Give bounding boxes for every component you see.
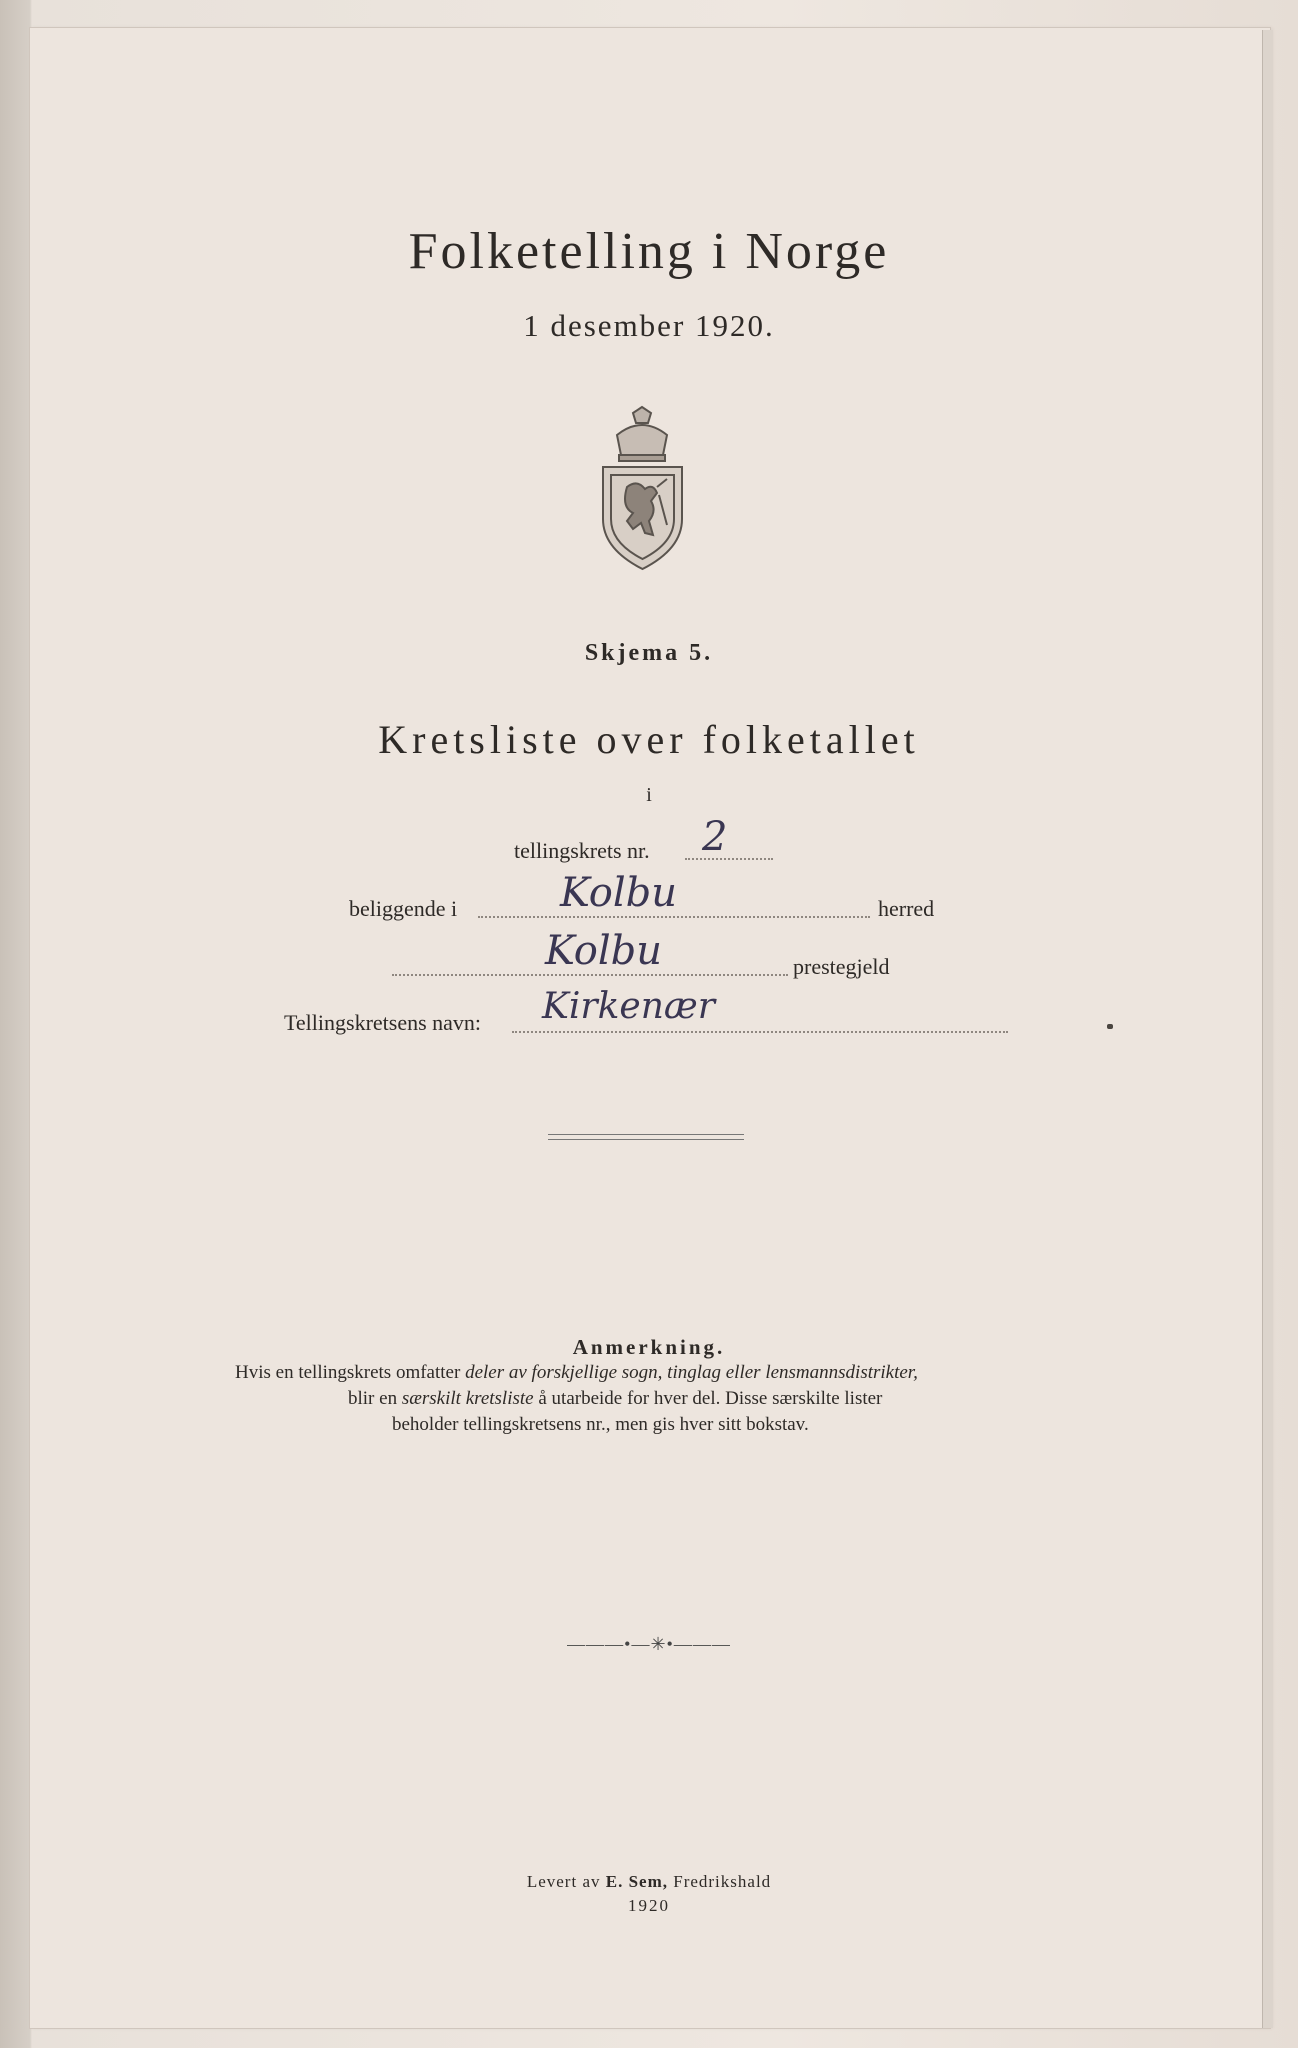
note-line-2-italic: særskilt kretsliste bbox=[401, 1388, 534, 1409]
herred-value[interactable]: Kolbu bbox=[560, 870, 678, 916]
printer-credit bbox=[0, 1872, 1298, 1892]
form-title: Folketelling i Norge bbox=[408, 223, 890, 280]
tellingskrets-label: tellingskrets nr. bbox=[514, 838, 650, 863]
connector-text: i bbox=[646, 784, 652, 806]
prestegjeld-suffix-label: prestegjeld bbox=[793, 954, 890, 979]
herred-dotted-line bbox=[478, 916, 870, 918]
printer-prefix: Levert av bbox=[526, 1872, 606, 1891]
note-line-1 bbox=[235, 1362, 918, 1384]
census-date: 1 desember 1920. bbox=[523, 308, 775, 343]
schema-number: Skjema 5. bbox=[584, 640, 714, 666]
herred-prefix-label: beliggende i bbox=[349, 896, 458, 921]
note-line-1-text: Hvis en tellingskrets omfatter bbox=[235, 1362, 466, 1383]
list-title: Kretsliste over folketallet bbox=[378, 717, 920, 762]
kretsnavn-label: Tellingskretsens navn: bbox=[284, 1010, 482, 1035]
note-line-2 bbox=[348, 1388, 882, 1410]
tellingskrets-number-value[interactable]: 2 bbox=[702, 814, 728, 860]
printer-year: 1920 bbox=[628, 1896, 670, 1915]
prestegjeld-value[interactable]: Kolbu bbox=[545, 928, 663, 974]
note-line-1-italic: deler av forskjellige sogn, tinglag eller lensmannsdistrikter, bbox=[465, 1362, 918, 1383]
prestegjeld-dotted-line bbox=[392, 974, 788, 976]
divider-rule bbox=[548, 1134, 744, 1140]
note-heading: Anmerkning. bbox=[572, 1335, 726, 1359]
kretsnavn-value[interactable]: Kirkenær bbox=[542, 986, 715, 1027]
printer-place: Fredrikshald bbox=[667, 1872, 772, 1891]
ornament-divider: ———•—✳•——— bbox=[567, 1634, 731, 1654]
note-line-2-text-a: blir en bbox=[348, 1388, 402, 1409]
tellingskrets-dotted-line bbox=[685, 858, 773, 860]
herred-suffix-label: herred bbox=[878, 896, 935, 921]
printer-name: E. Sem, bbox=[605, 1872, 668, 1891]
ink-speck bbox=[1107, 1024, 1113, 1029]
norwegian-coat-of-arms-icon bbox=[595, 405, 690, 571]
kretsnavn-dotted-line bbox=[512, 1031, 1008, 1033]
note-line-3: beholder tellingskretsens nr., men gis hver sitt bokstav. bbox=[392, 1414, 809, 1435]
note-line-2-text-b: å utarbeide for hver del. Disse særskilte lister bbox=[533, 1388, 883, 1409]
